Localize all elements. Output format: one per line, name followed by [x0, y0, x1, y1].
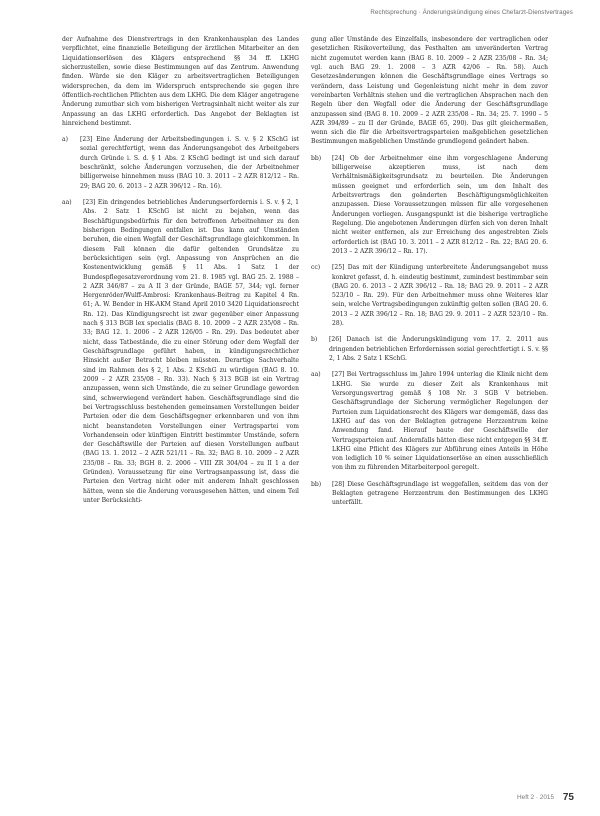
paragraph-label: aa) [311, 371, 321, 379]
paragraph [311, 263, 548, 328]
paragraph [62, 198, 299, 505]
paragraph-text: [23] Ein dringendes betriebliches Änderungserfordernis i. S. v. § 2, 1 Abs. 2 Satz 1 KSchG ist nicht zu bejahen, wenn das Beschäftigungsbedürfnis für den betroffenen Arbeitnehmer zu den bisherigen Bedingungen entfallen ist. Das kann auf Umständen beruhen, die einen Wegfall der Geschäftsgrundlage gleichkommen. In diesem Fall können die dafür geltenden Grundsätze zu berücksichtigen sein (vgl. Anpassung von Ansprüchen an die Kostenentwicklung gemäß § 11 Abs. 1 Satz 1 der Bundespflegesatzverordnung vom 21. 8. 1985 vgl. BAG 25. 2. 1988 – 2 AZR 346/87 – zu A II 3 der Gründe, BAGE 57, 344; vgl. ferner Hergenröder/Wulff-Ambrosi: Krankenhaus-Beitrag zu Kapitel 4 Rn. 61; A. W. Bender in HK-AKM Stand April 2010 3420 Liquidationsrecht Rn. 12). Das Kündigungsrecht ist zwar gegenüber einer Anpassung nach § 313 BGB lex specialis (BAG 8. 10. 2009 – 2 AZR 235/08 – Rn. 33; BAG 12. 1. 2006 – 2 AZR 126/05 – Rn. 29). Das bedeutet aber nicht, dass Tatbestände, die zu einer Störung oder dem Wegfall der Geschäftsgrundlage geführt haben, in kündigungsrechtlicher Hinsicht außer Betracht bleiben müssten. Derartige Sachverhalte sind im Rahmen des § 2, 1 Abs. 2 KSchG zu würdigen (BAG 8. 10. 2009 – 2 AZR 235/08 – Rn. 33). Nach § 313 BGB ist ein Vertrag anzupassen, wenn sich Umstände, die zu seiner Grundlage geworden sind, schwerwiegend verändert haben. Geschäftsgrundlage sind die bei Vertragsschluss bestehenden gemeinsamen Vorstellungen beider Parteien oder die dem Geschäftsgegner erkennbaren und von ihm nicht beanstandeten Vorstellungen einer Vertragspartei vom Vorhandensein oder künftigen Eintritt bestimmter Umstände, sofern der Geschäftswille der Parteien auf diesen Vorstellungen aufbaut (BAG 13. 1. 2012 – 2 AZR 521/11 – Rn. 32; BAG 8. 10. 2009 – 2 AZR 235/08 – Rn. 33; BGH 8. 2. 2006 – VIII ZR 304/04 – zu II 1 a der Gründen). Voraussetzung für eine Vertragsanpassung ist, dass die Parteien den Vertrag nicht oder mit anderem Inhalt geschlossen hätten, wenn sie die Änderung vorausgesehen hätten, und einem Teil unter Berücksichti- [83, 199, 299, 504]
paragraph [311, 35, 548, 147]
paragraph [311, 154, 548, 256]
paragraph-text: [28] Diese Geschäftsgrundlage ist weggefallen, seitdem das von der Beklagten getragene Herzzentrum den Bestimmungen des LKHG unterfällt. [332, 480, 548, 507]
paragraph-text: [26] Danach ist die Änderungskündigung vom 17. 2. 2011 aus dringenden betrieblichen Erfordernissen sozial gerechtfertigt i. S. v. §§ 2, 1 Abs. 2 Satz 1 KSchG. [329, 336, 548, 362]
page-footer [0, 776, 600, 816]
paragraph-text: [24] Ob der Arbeitnehmer eine ihm vorgeschlagene Änderung billigerweise akzeptieren muss, ist nach dem Verhältnismäßigkeitsgrundsatz zu beurteilen. Die Änderungen müssen geeignet und erforderlich sein, um den Inhalt des Arbeitsvertrags den geänderten Beschäftigungsmöglichkeiten anzupassen. Diese Voraussetzungen müssen für alle vorgesehenen Änderungen vorliegen. Ausgangspunkt ist die bisherige vertragliche Regelung. Die angebotenen Änderungen dürfen sich von deren Inhalt nicht weiter entfernen, als zur Erreichung des angestrebten Ziels erforderlich ist (BAG 10. 3. 2011 – 2 AZR 812/12 – Rn. 22; BAG 20. 6. 2013 – 2 AZR 396/12 – Rn. 17). [332, 154, 548, 255]
paragraph-label: bb) [311, 480, 322, 488]
paragraph [311, 335, 548, 363]
paragraph-text: [23] Eine Änderung der Arbeitsbedingungen i. S. v. § 2 KSchG ist sozial gerechtfertigt, wenn das Änderungsangebot des Arbeitgebers durch Gründe i. S. d. § 1 Abs. 2 KSchG bedingt ist und sich darauf beschränkt, solche Änderungen vorzusehen, die der Arbeitnehmer billigerweise hinnehmen muss (BAG 10. 3. 2011 – 2 AZR 812/12 – Rn. 29; BAG 20. 6. 2013 – 2 AZR 396/12 – Rn. 16). [80, 136, 299, 190]
right-column [311, 35, 548, 508]
paragraph-text: gung aller Umstände des Einzelfalls, insbesondere der vertraglichen oder gesetzlichen Risikoverteilung, das Festhalten am unveränderten Vertrag nicht zugemutet werden kann (BAG 8. 10. 2009 – 2 AZR 235/08 – Rn. 34; vgl. auch BAG 29. 1. 2008 – 3 AZR 42/06 – Rn. 58). Auch Gesetzesänderungen können die Geschäftsgrundlage eines Vertrags so verändern, dass Leistung und Gegenleistung nicht mehr in dem zuvor vereinbarten Verhältnis stehen und die vertraglichen Absprachen nach den Regeln über den Wegfall oder die Änderung der Geschäftsgrundlage anzupassen sind (BAG 8. 10. 2009 – 2 AZR 235/08 – Rn. 34; 25. 7. 1990 – 5 AZR 394/89 – zu II der Gründe, BAGE 65, 290). Das gilt gleichermaßen, wenn sich die für die Arbeitsvertragsparteien maßgeblichen gesetzlichen Bestimmungen maßgeblichen Umstände grundlegend geändert haben. [311, 36, 548, 146]
paragraph-label: a) [62, 136, 68, 144]
paragraph-label: cc) [311, 264, 321, 272]
page-number: 75 [562, 792, 574, 803]
paragraph-text: [27] Bei Vertragsschluss im Jahre 1994 unterlag die Klinik nicht dem LKHG. Sie wurde zu dieser Zeit als Krankenhaus mit Versorgungsvertrag gemäß § 108 Nr. 3 SGB V betrieben. Geschäftsgrundlage der Sicherung vermöglicher Regelungen der Parteien zum Liquidationsrecht des Klägers war demgemäß, dass das LKHG auf das von der Beklagten getragene Herzzentrum keine Anwendung fand. Hierauf baute der Geschäftswille der Vertragsparteien auf. Andernfalls hätten diese nicht entgegen §§ 34 ff. LKHG eine Pflicht des Klägers zur Abführung eines Anteils in Höhe von lediglich 10 % seiner Liquidationserlöse an einen ausschließlich von ihm zu führenden Mitarbeiterpool geregelt. [332, 371, 548, 472]
paragraph [311, 370, 548, 472]
paragraph-label: bb) [311, 154, 322, 162]
left-column [62, 35, 299, 505]
paragraph-text: der Aufnahme des Dienstvertrags in den Krankenhausplan des Landes verpflichtet, eine finanzielle Beteiligung der ärztlichen Mitarbeiter an den Liquidationserlösen des Klägers entsprechend §§ 34 ff. LKHG sicherzustellen, sowie diese Bestimmungen auf das Zentrum. Anwendung finden. Würde sie den Kläger zu arbeitsvertraglichen Beteiligungen widersprechen, da dem im Widerspruch entsprechende sie gegen ihre öffentlich-rechtlichen Pflichten aus dem LKHG. Die dem Kläger angetragene Änderung zumutbar sich vom bisherigen Vertragsinhalt nicht weiter als zur Anpassung an das LKHG erforderlich. Das Angebot der Beklagten ist hinreichend bestimmt. [62, 36, 299, 127]
paragraph-text: [25] Das mit der Kündigung unterbreitete Änderungsangebot muss konkret gefasst, d. h. eindeutig bestimmt, zumindest bestimmbar sein (BAG 20. 6. 2013 – 2 AZR 396/12 – Rn. 18; BAG 29. 9. 2011 – 2 AZR 523/10 – Rn. 29). Für den Arbeitnehmer muss ohne Weiteres klar sein, welche Vertragsbedingungen zukünftig gelten sollen (BAG 20. 6. 2013 – 2 AZR 396/12 – Rn. 18; BAG 29. 9. 2011 – 2 AZR 523/10 – Rn. 28). [332, 264, 548, 328]
paragraph [62, 35, 299, 128]
issue-label: Heft 2 · 2015 [517, 794, 554, 801]
paragraph [62, 135, 299, 191]
paragraph [311, 480, 548, 508]
paragraph-label: b) [311, 336, 318, 344]
running-header: Rechtsprechung · Änderungskündigung eines Chefarzt-Dienstvertrages [370, 9, 573, 16]
paragraph-label: aa) [62, 199, 72, 206]
